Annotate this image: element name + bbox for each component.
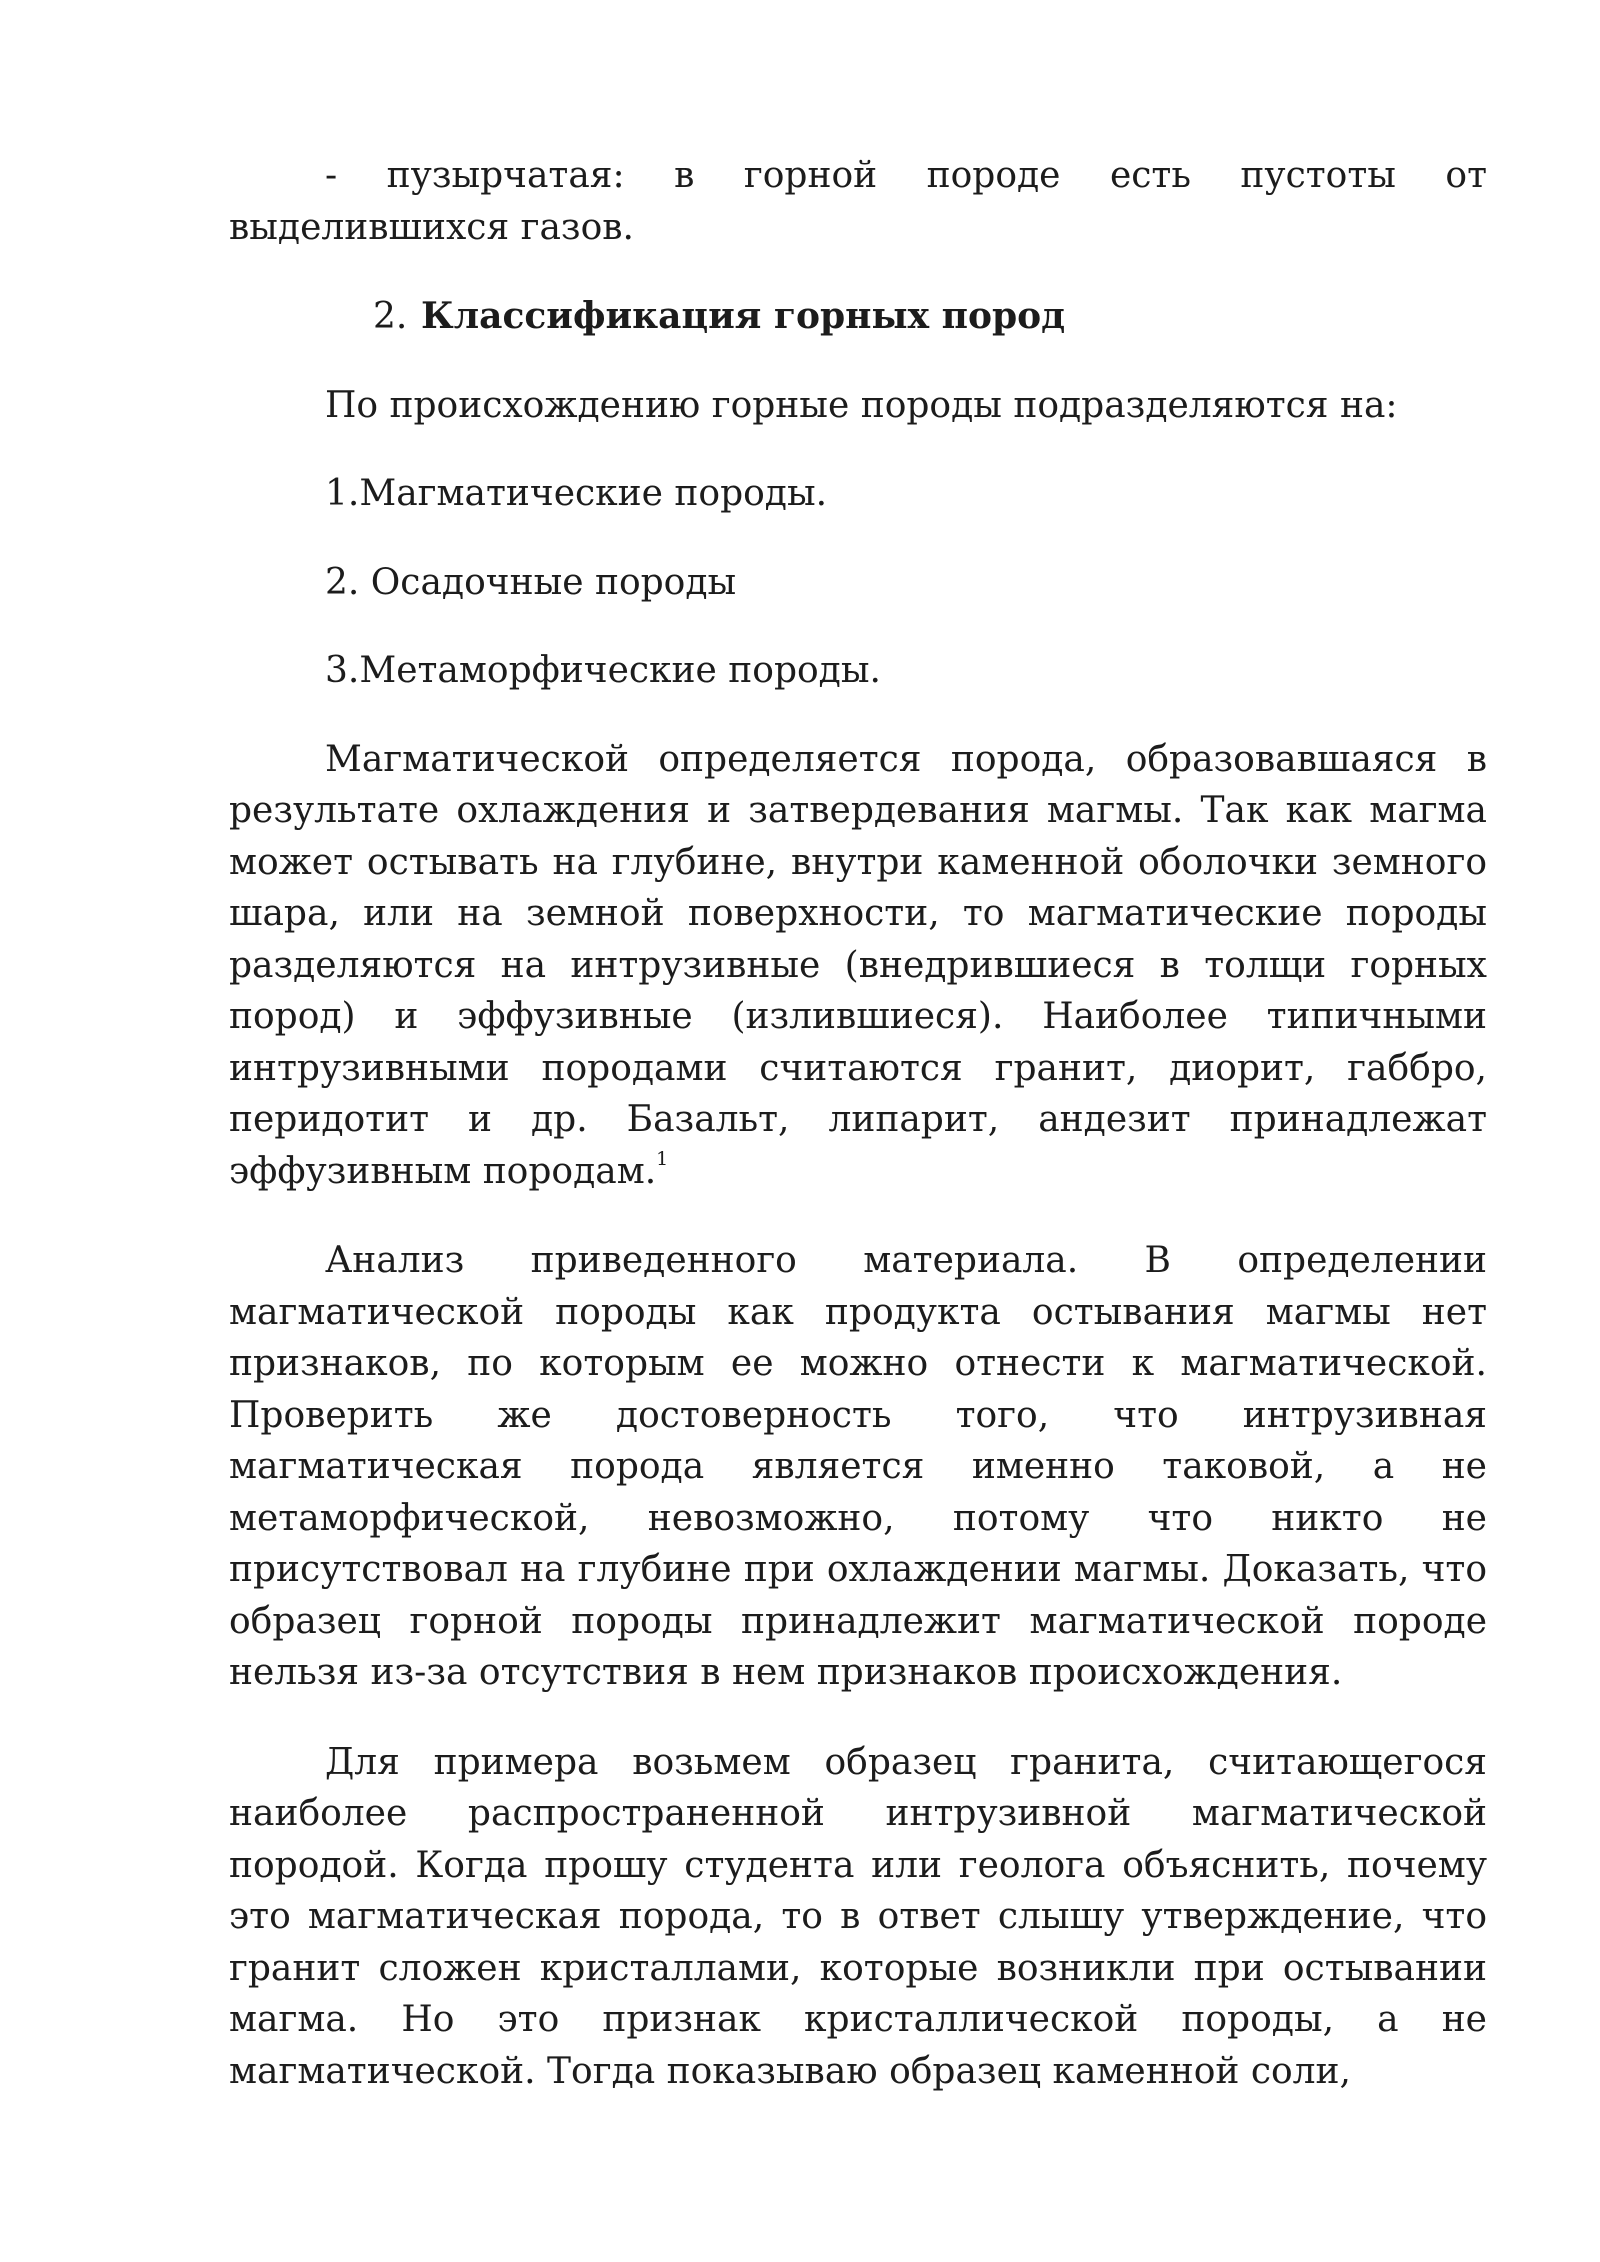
paragraph-analysis: Анализ приведенного материала. В определении магматической породы как продукта остывания магмы нет признаков, по которым ее можно отнести к магматической. Проверить же достоверность того, что интрузивная магматическая порода является именно таковой, а не метаморфической, невозможно, потому что никто не присутствовал на глубине при охлаждении магмы. Доказать, что образец горной породы принадлежит магматической породе нельзя из-за отсутствия в нем признаков происхождения. xyxy=(229,1240,1487,1693)
footnote-reference[interactable]: 1 xyxy=(656,1147,669,1170)
list-item-metamorphic: 3.Метаморфические породы. xyxy=(325,650,881,691)
section-heading xyxy=(229,291,1487,343)
paragraph-vesicular: - пузырчатая: в горной породе есть пустоты от выделившихся газов. xyxy=(229,155,1487,248)
paragraph-magmatic-text: Магматической определяется порода, образовавшаяся в результате охлаждения и затвердевания магмы. Так как магма может остывать на глубине, внутри каменной оболочки земного шара, или на земной поверхности, то магматические породы разделяются на интрузивные (внедрившиеся в толщи горных пород) и эффузивные (излившиеся). Наиболее типичными интрузивными породами считаются гранит, диорит, габбро, перидотит и др. Базальт, липарит, андезит принадлежат эффузивным породам. xyxy=(229,738,1487,1192)
section-number: 2. xyxy=(373,296,408,337)
list-item-magmatic: 1.Магматические породы. xyxy=(325,473,828,514)
section-title: Классификация горных пород xyxy=(421,295,1066,337)
paragraph-granite-example: Для примера возьмем образец гранита, считающегося наиболее распространенной интрузивной магматической породой. Когда прошу студента или геолога объяснить, почему это магматическая порода, то в ответ слышу утверждение, что гранит сложен кристаллами, которые возникли при остывании магма. Но это признак кристаллической породы, а не магматической. Тогда показываю образец каменной соли, xyxy=(229,1741,1487,2092)
paragraph-magmatic-definition xyxy=(229,734,1487,1198)
document-page xyxy=(229,150,1487,2097)
list-item-sedimentary: 2. Осадочные породы xyxy=(325,561,737,603)
paragraph-intro: По происхождению горные породы подразделяются на: xyxy=(325,384,1398,426)
